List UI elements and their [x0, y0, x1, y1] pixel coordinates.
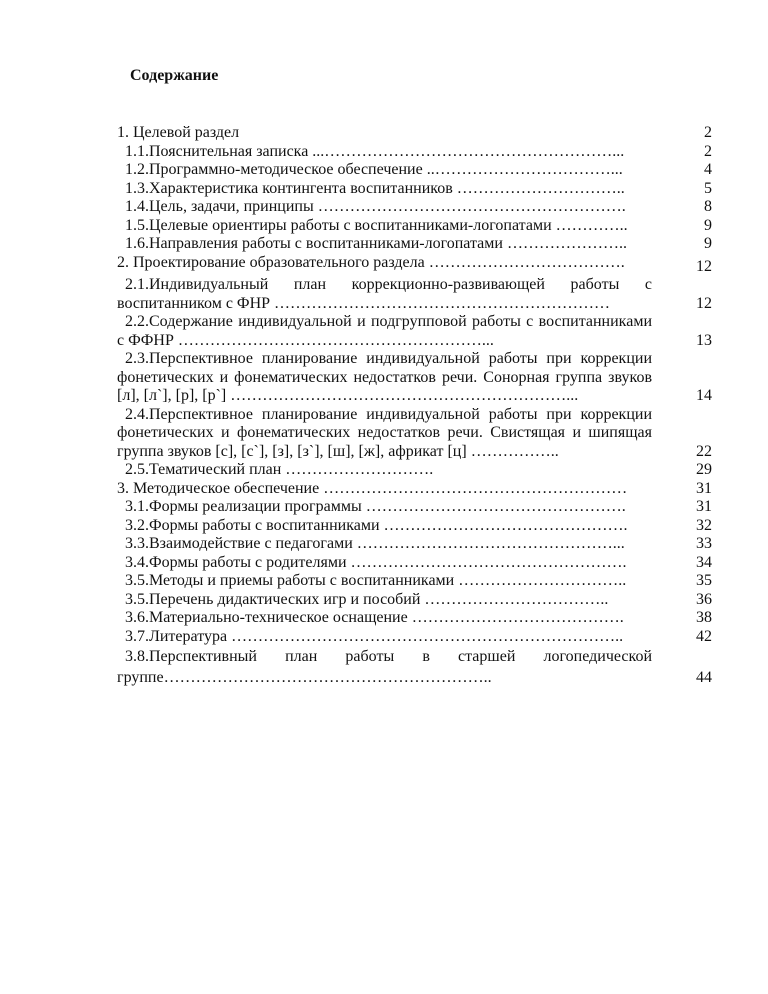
toc-page-number: 36	[696, 590, 712, 608]
toc-entry	[117, 180, 712, 199]
toc-page-number: 31	[696, 498, 712, 515]
toc-entry	[117, 198, 712, 217]
toc-entry-text: 1.4.Цель, задачи, принципы ………………………………………………….	[125, 198, 626, 215]
toc-entry	[117, 480, 712, 499]
toc-entry-text: 2.2.Содержание индивидуальной и подгрупповой работы с воспитанниками с ФФНР …………………………………………………...	[117, 313, 652, 349]
toc-entry	[117, 350, 712, 406]
toc-entry	[117, 609, 712, 628]
toc-page-number: 9	[704, 235, 712, 252]
toc-entry-text: 3.4.Формы работы с родителями …………………………………………….	[125, 553, 627, 571]
toc-entry	[117, 276, 712, 313]
toc-page-number: 14	[696, 387, 712, 404]
toc-entry-text: 1.6.Направления работы с воспитанниками-логопатами …………………..	[125, 235, 627, 252]
toc-page-number: 33	[696, 535, 712, 552]
toc-entry-text: 3.6.Материально-техническое оснащение ………………………………….	[125, 609, 624, 626]
toc-entry-text: 2.1.Индивидуальный план коррекционно-развивающей работы с воспитанником с ФНР ………………………………………………………	[117, 276, 652, 312]
toc-entry-text: 3.5.Методы и приемы работы с воспитанниками …………………………..	[125, 572, 627, 589]
toc-page-number: 35	[696, 572, 712, 589]
toc-page-number: 29	[696, 461, 712, 478]
toc-page-number: 12	[696, 257, 712, 275]
toc-entry-text: 3.5.Перечень дидактических игр и пособий ……………………………..	[125, 590, 609, 608]
toc-entry	[117, 235, 712, 254]
toc-page-number: 13	[696, 331, 712, 349]
toc-entry-text: 1. Целевой раздел	[117, 124, 240, 141]
toc-entry	[117, 572, 712, 591]
toc-page-number: 2	[704, 124, 712, 141]
toc-entry	[117, 217, 712, 236]
toc-entry-text: 3.8.Перспективный план работы в старшей логопедической группе……………………………………………………..	[117, 648, 652, 686]
toc-entry-text: 2. Проектирование образовательного раздела ……………………………….	[117, 253, 625, 271]
toc-entry-text: 3.3.Взаимодействие с педагогами …………………………………………...	[125, 535, 625, 552]
toc-entry-text: 2.4.Перспективное планирование индивидуальной работы при коррекции фонетических и фонематических недостатков речи. Свистящая и шипящая группа звуков [с], [с`], [з], [з`], [ш], [ж], африкат [ц] ……………..	[117, 405, 652, 460]
toc-entry-text: 1.2.Программно-методическое обеспечение ..……………………………...	[125, 161, 623, 178]
toc-page-number: 44	[696, 669, 712, 686]
toc-entry	[117, 591, 712, 610]
toc-entry	[117, 143, 712, 162]
toc-entry-text: 1.3.Характеристика контингента воспитанников …………………………..	[125, 179, 625, 197]
toc-entry	[117, 124, 712, 143]
toc-page-number: 4	[704, 161, 712, 178]
toc-entry-text: 1.5.Целевые ориентиры работы с воспитанниками-логопатами …………..	[125, 216, 628, 234]
toc-entry	[117, 628, 712, 647]
toc-entry-text: 3.2.Формы работы с воспитанниками ……………………………………….	[125, 516, 628, 534]
toc-page-number: 38	[696, 609, 712, 626]
toc-page-number: 34	[696, 553, 712, 571]
toc-page-number: 5	[704, 179, 712, 197]
toc-entry-text: 2.5.Тематический план ……………………….	[125, 461, 434, 478]
toc-entry-text: 2.3.Перспективное планирование индивидуальной работы при коррекции фонетических и фонематических недостатков речи. Сонорная группа звуков [л], [л`], [р], [р`] ………………………………………………………...	[117, 350, 652, 404]
toc-entry-text: 3.1.Формы реализации программы ………………………………………….	[125, 498, 626, 515]
toc-page-number: 8	[704, 198, 712, 215]
toc-entry	[117, 406, 712, 462]
toc-page-number: 32	[696, 516, 712, 534]
toc-entry	[117, 254, 712, 273]
toc-entry	[117, 498, 712, 517]
toc-entry	[117, 554, 712, 573]
toc-entry-text: 1.1.Пояснительная записка ...………………………………………………...	[125, 142, 625, 160]
toc-page-number: 12	[696, 294, 712, 312]
toc-page-number: 9	[704, 216, 712, 234]
toc-page-number: 22	[696, 442, 712, 460]
toc-entry	[117, 313, 712, 350]
toc-page-number: 42	[696, 627, 712, 645]
toc-entry	[117, 161, 712, 180]
toc-entry	[117, 517, 712, 536]
toc-page-number: 2	[704, 142, 712, 160]
table-of-contents	[117, 124, 712, 688]
toc-entry-text: 3. Методическое обеспечение …………………………………………………	[117, 479, 628, 497]
toc-entry	[117, 646, 712, 688]
toc-entry	[117, 535, 712, 554]
toc-entry	[117, 461, 712, 480]
toc-entry-text: 3.7.Литература ………………………………………………………………..	[125, 627, 624, 645]
page-title: Содержание	[130, 67, 219, 84]
toc-page-number: 31	[696, 479, 712, 497]
